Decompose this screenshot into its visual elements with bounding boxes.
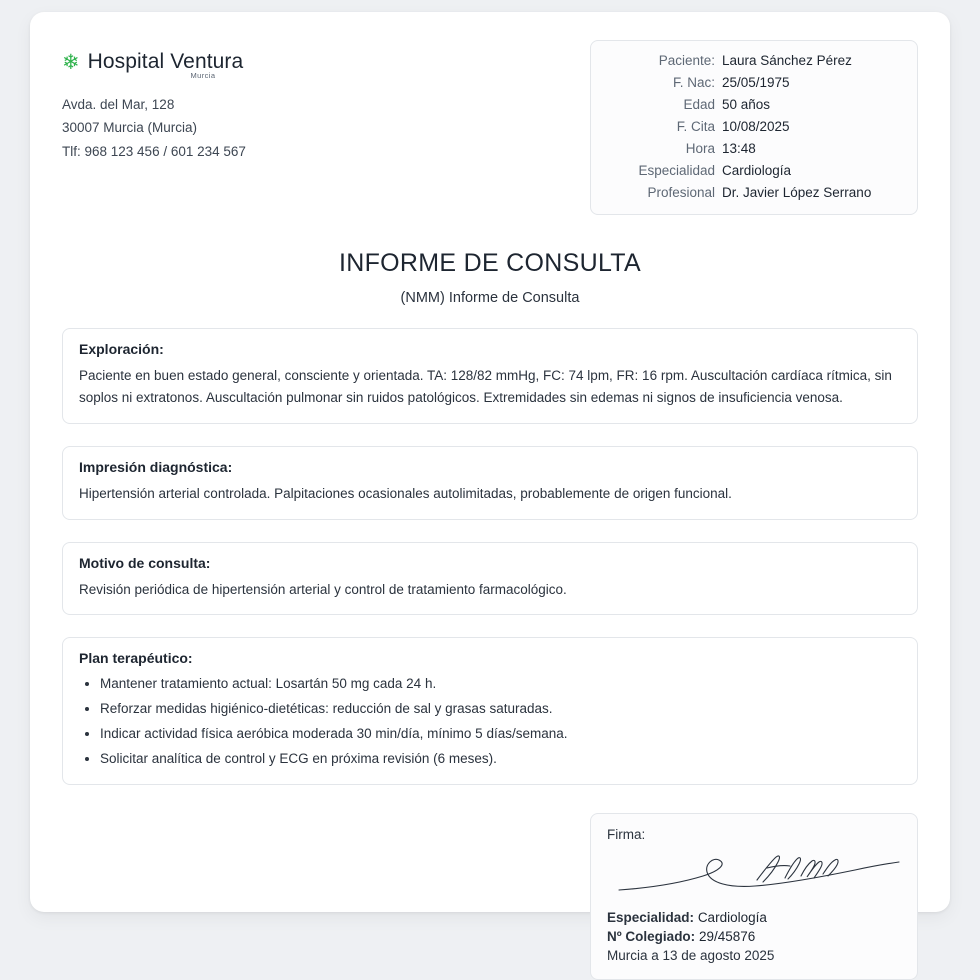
label-paciente: Paciente:: [658, 53, 715, 68]
clinic-logo-line: [62, 50, 246, 74]
clinic-phone: Tlf: 968 123 456 / 601 234 567: [62, 143, 246, 159]
signature-label: Firma:: [607, 827, 646, 843]
clover-icon: ❄: [62, 50, 80, 74]
clinic-subtitle: Murcia: [190, 71, 216, 80]
section-impresion-diagnostica: [62, 446, 918, 520]
patient-row-fnac: [601, 75, 901, 90]
section-exploracion: [62, 328, 918, 424]
section-impresion-title: Impresión diagnóstica:: [79, 458, 233, 475]
page-subtitle: (NMM) Informe de Consulta: [400, 290, 580, 306]
signature-image: [607, 844, 907, 906]
list-item: • Mantener tratamiento actual: Losartán 50 mg cada 24 h.: [100, 674, 901, 695]
patient-row-edad: [601, 97, 901, 112]
clinic-identity: [62, 40, 246, 163]
signature-especialidad-label: Especialidad:: [607, 910, 695, 926]
value-especialidad: Cardiología: [722, 163, 792, 178]
plan-list: [79, 674, 901, 770]
clinic-address: [62, 93, 246, 163]
label-edad: Edad: [683, 97, 715, 112]
label-profesional: Profesional: [647, 185, 715, 200]
signature-especialidad-row: [607, 910, 901, 925]
signature-colegiado-value: 29/45876: [698, 929, 756, 945]
section-motivo-body: Revisión periódica de hipertensión arterial y control de tratamiento farmacológico.: [79, 581, 567, 597]
section-impresion-body: Hipertensión arterial controlada. Palpitaciones ocasionales autolimitadas, probablemente de origen funcional.: [79, 485, 732, 501]
page-title: INFORME DE CONSULTA: [338, 249, 641, 277]
value-fcita: 10/08/2025: [722, 119, 790, 134]
document-page: [30, 12, 950, 964]
list-item: • Reforzar medidas higiénico-dietéticas: reducción de sal y grasas saturadas.: [100, 699, 901, 720]
list-item: • Indicar actividad física aeróbica moderada 30 min/día, mínimo 5 días/semana.: [100, 724, 901, 745]
value-fnac: 25/05/1975: [722, 75, 790, 90]
label-fnac: F. Nac:: [672, 75, 715, 90]
patient-row-hora: [601, 141, 901, 156]
address-line-1: Avda. del Mar, 128: [62, 97, 175, 112]
patient-info-box: [590, 40, 918, 215]
value-hora: 13:48: [722, 141, 756, 156]
document-header: [62, 40, 918, 215]
list-item: • Solicitar analítica de control y ECG en próxima revisión (6 meses).: [100, 749, 901, 770]
signature-place-date: Murcia a 13 de agosto 2025: [607, 948, 775, 964]
clinic-name: Hospital Ventura: [87, 50, 244, 73]
signature-colegiado-row: [607, 929, 901, 944]
section-exploracion-body: Paciente en buen estado general, consciente y orientada. TA: 128/82 mmHg, FC: 74 lpm, FR: 16 rpm. Auscultación cardíaca rítmica, sin soplos ni extratonos. Auscultación pulmonar sin ruidos patológicos. Extremidades sin edemas ni signos de insuficiencia venosa.: [79, 368, 892, 405]
value-paciente: Laura Sánchez Pérez: [722, 53, 852, 68]
value-edad: 50 años: [722, 97, 771, 112]
patient-row-profesional: [601, 185, 901, 200]
section-exploracion-title: Exploración:: [79, 341, 164, 357]
signature-colegiado-label: Nº Colegiado:: [607, 929, 696, 945]
signature-especialidad-value: Cardiología: [697, 910, 767, 926]
patient-row-fcita: [601, 119, 901, 134]
label-fcita: F. Cita: [676, 119, 715, 134]
value-profesional: Dr. Javier López Serrano: [722, 185, 872, 200]
address-line-2: 30007 Murcia (Murcia): [62, 120, 198, 136]
section-plan-title: Plan terapéutico:: [79, 650, 193, 667]
section-plan-terapeutico: [62, 637, 918, 785]
label-especialidad: Especialidad: [638, 163, 715, 178]
patient-row-paciente: [601, 53, 901, 68]
section-motivo-consulta: [62, 542, 918, 616]
section-motivo-title: Motivo de consulta:: [79, 554, 211, 571]
patient-row-especialidad: [601, 163, 901, 178]
label-hora: Hora: [685, 141, 715, 156]
